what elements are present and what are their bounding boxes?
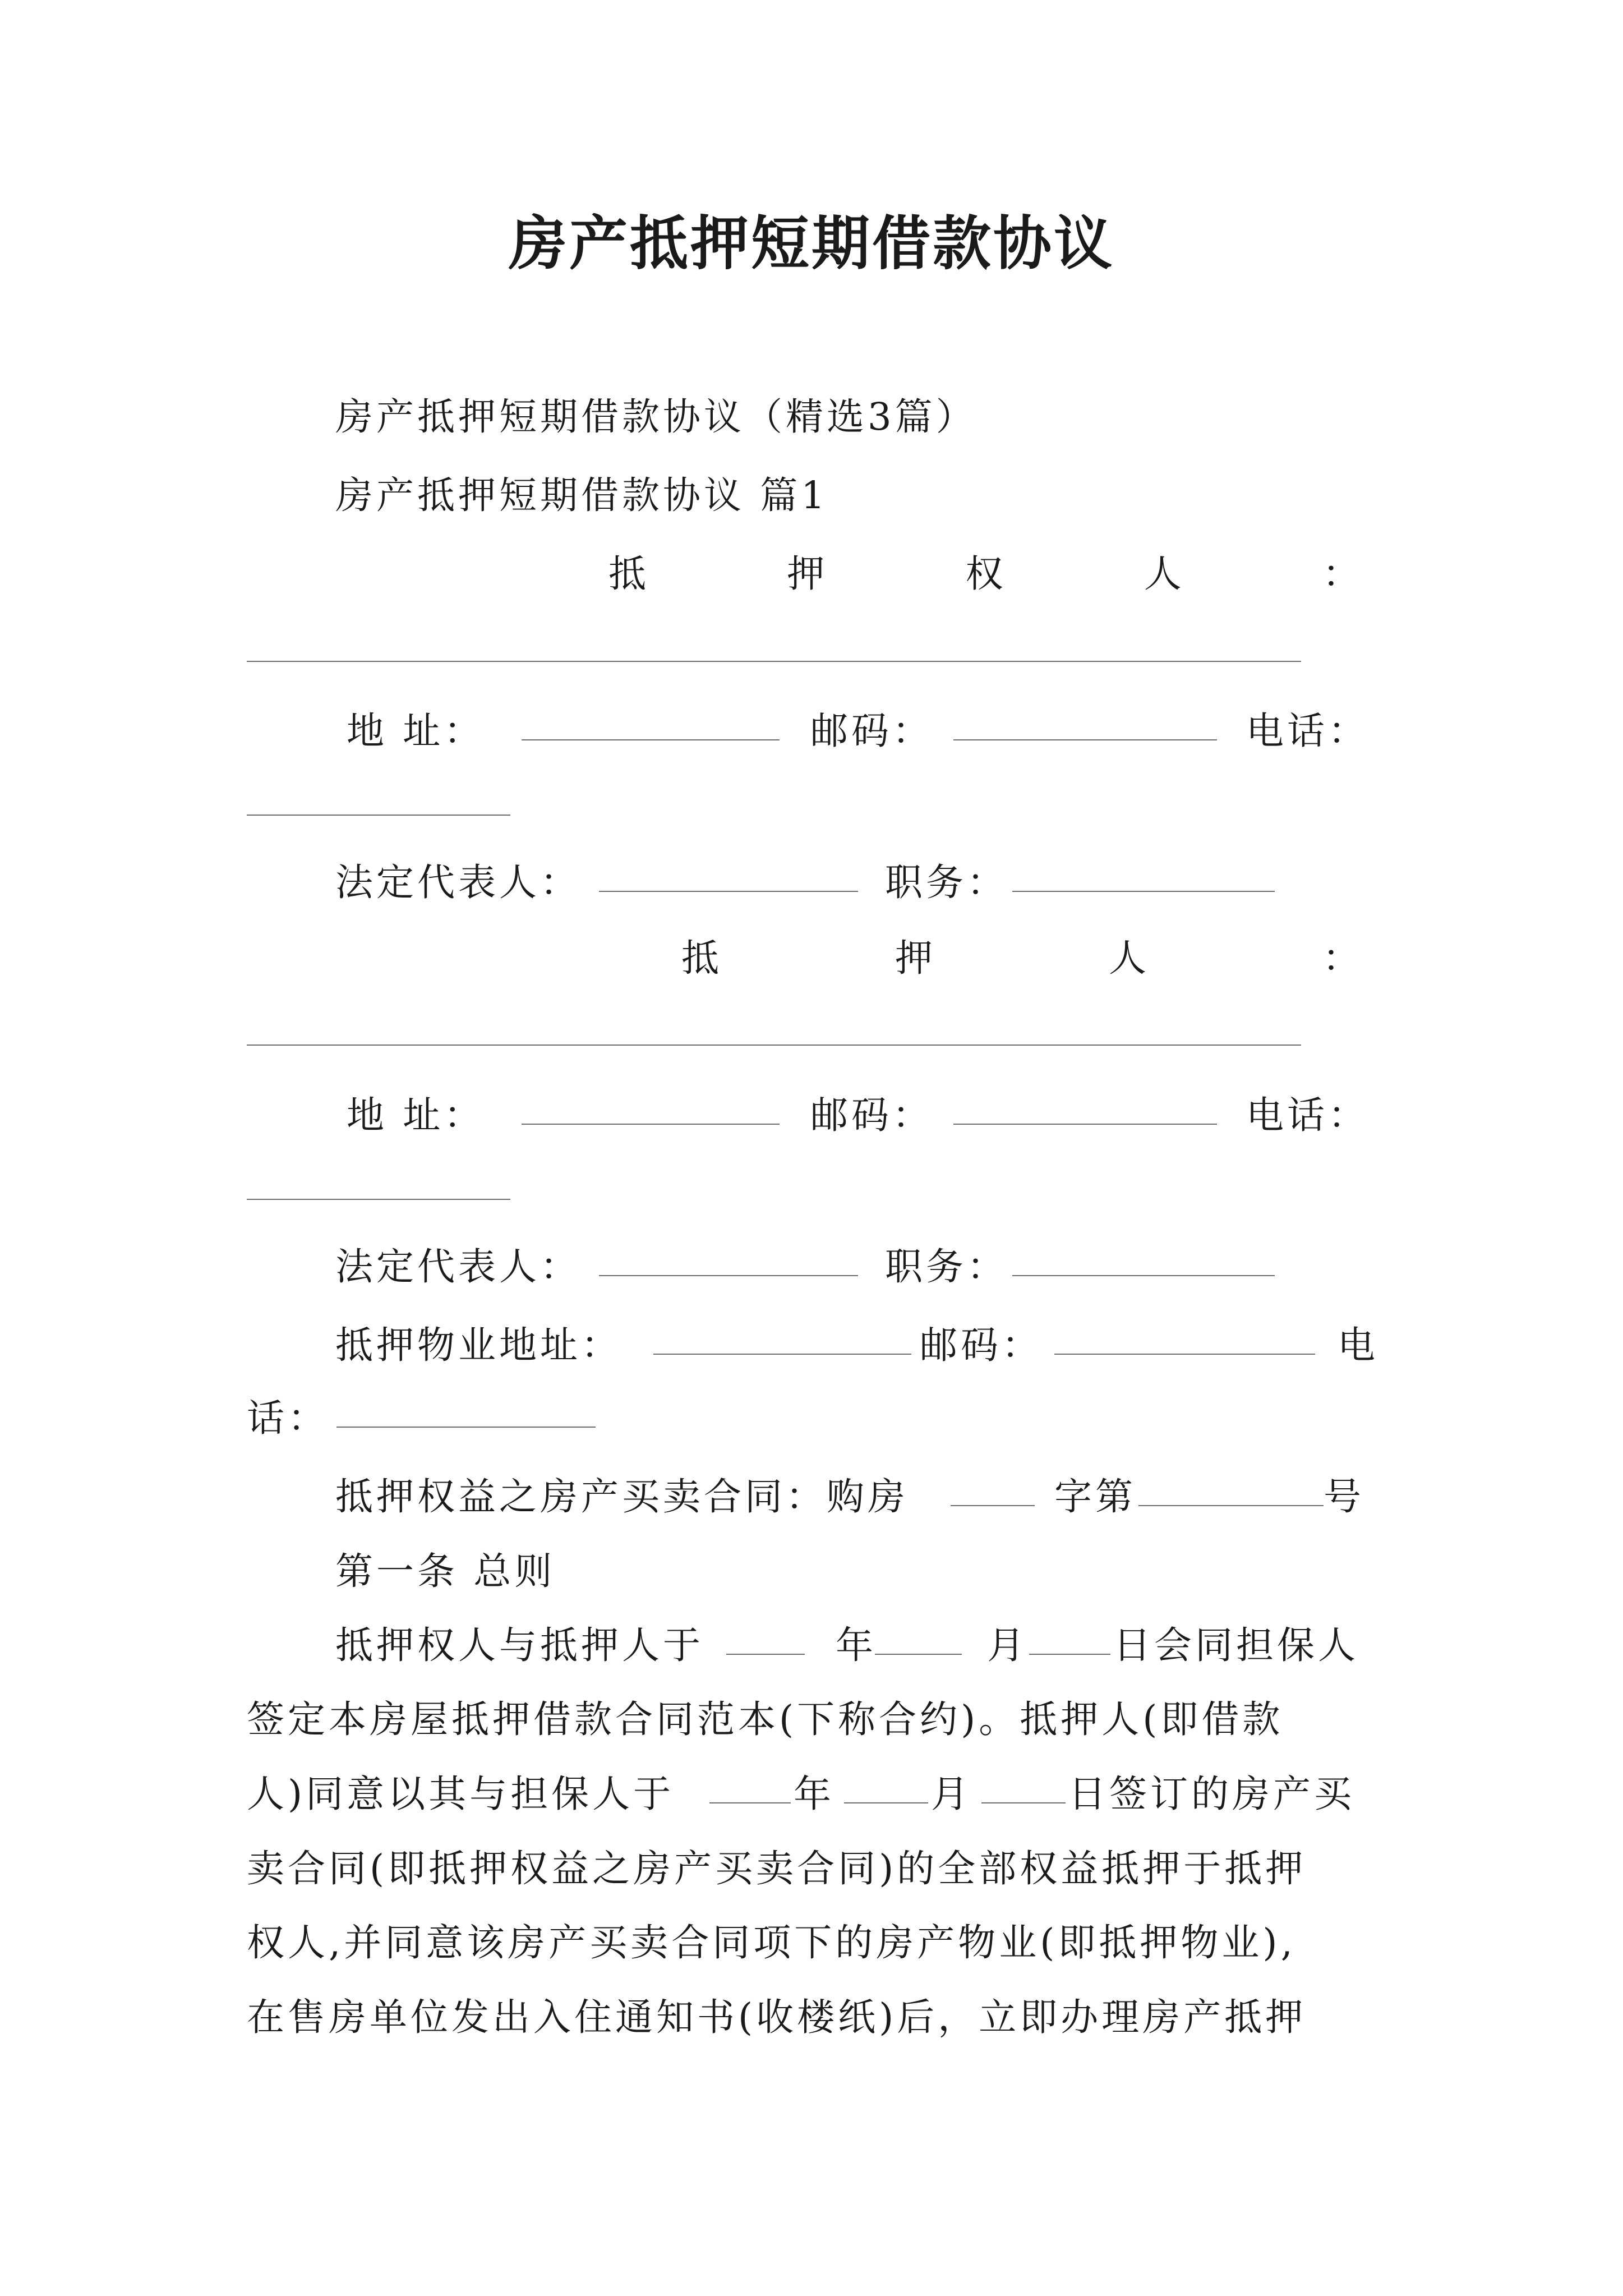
para-line1-a: 抵押权人与抵押人于	[335, 1623, 704, 1667]
mortgagor-char: 押	[895, 936, 933, 980]
mortgagee-legal-rep-blank[interactable]	[599, 891, 858, 892]
para-day-blank-1[interactable]	[1029, 1654, 1110, 1655]
para-line6: 在售房单位发出入住通知书(收楼纸)后，立即办理房产抵押	[247, 1995, 1307, 2039]
contract-line-prefix: 抵押权益之房产买卖合同：购房	[335, 1475, 909, 1519]
property-address-label: 抵押物业地址：	[335, 1323, 622, 1367]
document-title: 房产抵押短期借款协议	[508, 209, 1114, 278]
para-line5: 权人,并同意该房产买卖合同项下的房产物业(即抵押物业),	[247, 1921, 1296, 1964]
mortgagor-address-label: 地 址：	[347, 1093, 485, 1137]
subtitle: 房产抵押短期借款协议（精选3篇）	[335, 395, 977, 439]
mortgagor-postcode-blank[interactable]	[953, 1124, 1217, 1125]
mortgagor-phone-label: 电话：	[1246, 1093, 1369, 1137]
mortgagee-name-blank[interactable]	[247, 661, 1301, 662]
mortgagee-phone-label: 电话：	[1246, 709, 1369, 753]
mortgagor-phone-blank[interactable]	[247, 1199, 510, 1200]
contract-number-blank[interactable]	[1138, 1505, 1324, 1506]
para-line2: 签定本房屋抵押借款合同范本(下称合约)。抵押人(即借款	[247, 1697, 1284, 1741]
mortgagee-char: 权	[965, 552, 1003, 596]
para-year-blank-2[interactable]	[709, 1802, 791, 1803]
article1-heading: 第一条 总则	[335, 1549, 556, 1593]
property-phone-blank[interactable]	[336, 1427, 596, 1428]
part-heading: 房产抵押短期借款协议 篇1	[335, 473, 828, 517]
para-day-blank-2[interactable]	[981, 1802, 1066, 1803]
property-postcode-blank[interactable]	[1054, 1354, 1315, 1355]
para-line1-c: 月	[987, 1623, 1028, 1667]
mortgagee-char: 人	[1144, 552, 1182, 596]
mortgagor-label	[681, 928, 1360, 982]
mortgagor-char: ：	[1322, 936, 1360, 980]
mortgagee-char: ：	[1322, 552, 1360, 596]
mortgagee-address-label: 地 址：	[347, 709, 485, 753]
para-line3-a: 人)同意以其与担保人于	[247, 1772, 675, 1816]
mortgagee-address-blank[interactable]	[522, 739, 780, 740]
mortgagor-legal-rep-blank[interactable]	[599, 1275, 858, 1276]
mortgagee-legal-rep-label: 法定代表人：	[335, 861, 581, 904]
contract-word-blank[interactable]	[951, 1505, 1035, 1506]
para-year-blank-1[interactable]	[726, 1654, 805, 1655]
para-line3-d: 日签订的房产买	[1068, 1772, 1355, 1816]
property-address-blank[interactable]	[653, 1354, 911, 1355]
mortgagor-postcode-label: 邮码：	[810, 1093, 933, 1137]
mortgagor-address-blank[interactable]	[522, 1124, 780, 1125]
mortgagor-char: 人	[1109, 936, 1146, 980]
mortgagee-position-blank[interactable]	[1012, 891, 1275, 892]
mortgagor-legal-rep-label: 法定代表人：	[335, 1245, 581, 1289]
mortgagee-char: 抵	[608, 552, 646, 596]
contract-line-mid: 字第	[1054, 1475, 1136, 1519]
mortgagee-position-label: 职务：	[885, 861, 1008, 904]
mortgagee-char: 押	[787, 552, 825, 596]
property-phone-label-part2: 话：	[247, 1396, 329, 1440]
mortgagor-char: 抵	[681, 936, 719, 980]
property-phone-label-part1: 电	[1338, 1323, 1378, 1367]
mortgagee-postcode-label: 邮码：	[810, 709, 933, 753]
mortgagee-postcode-blank[interactable]	[953, 739, 1217, 740]
para-line1-d: 日会同担保人	[1113, 1623, 1359, 1667]
property-postcode-label: 邮码：	[920, 1323, 1043, 1367]
para-line3-c: 月	[931, 1772, 972, 1816]
para-month-blank-2[interactable]	[844, 1802, 928, 1803]
mortgagee-phone-blank[interactable]	[247, 815, 510, 816]
mortgagor-name-blank[interactable]	[247, 1045, 1301, 1046]
para-month-blank-1[interactable]	[875, 1654, 962, 1655]
mortgagor-position-blank[interactable]	[1012, 1275, 1275, 1276]
para-line1-b: 年	[836, 1623, 877, 1667]
contract-line-suffix: 号	[1324, 1475, 1364, 1519]
mortgagee-label	[608, 544, 1360, 598]
mortgagor-position-label: 职务：	[885, 1245, 1008, 1289]
para-line3-b: 年	[794, 1772, 834, 1816]
para-line4: 卖合同(即抵押权益之房产买卖合同)的全部权益抵押于抵押	[247, 1847, 1307, 1890]
